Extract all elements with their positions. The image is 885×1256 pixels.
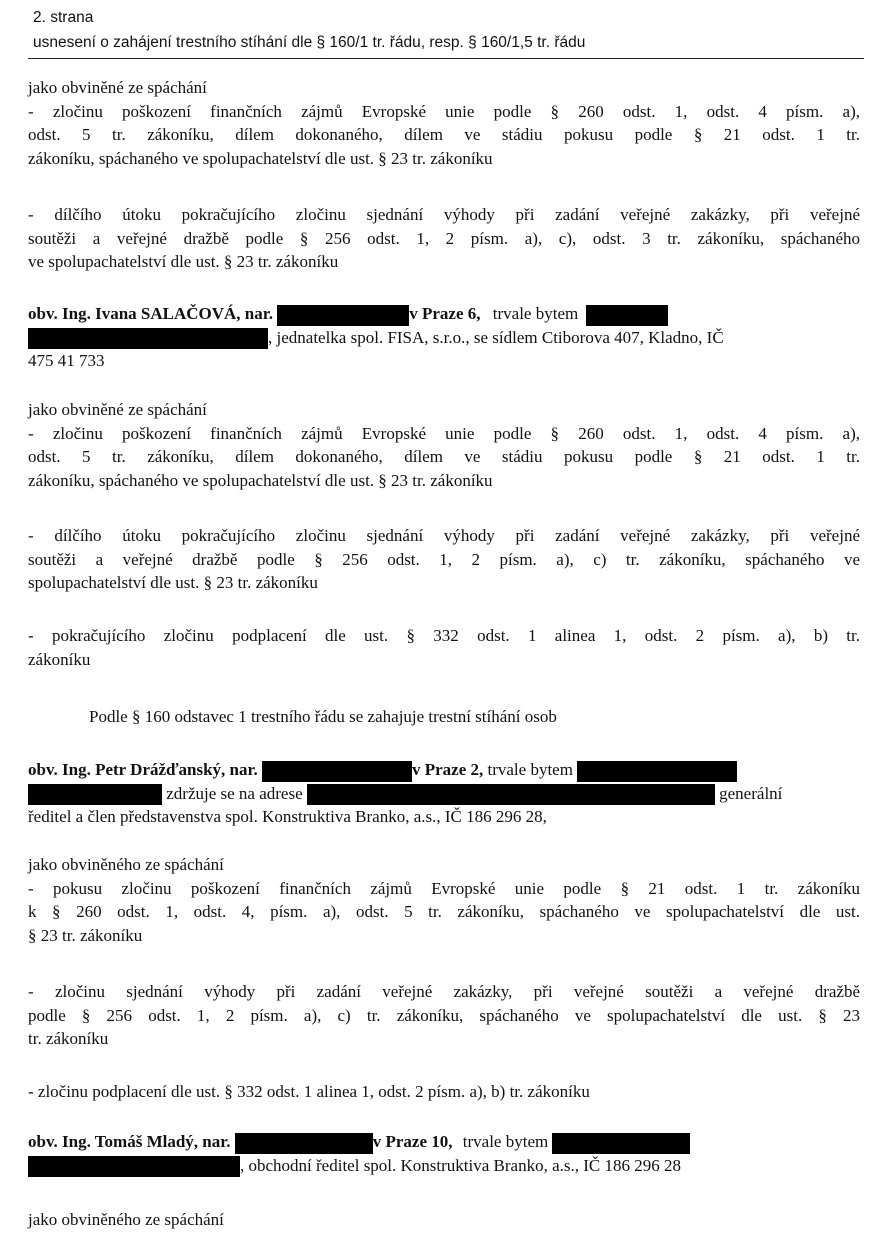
redaction-bar	[552, 1133, 690, 1154]
birthplace: v Praze 10,	[372, 1132, 453, 1151]
redaction-bar	[28, 328, 268, 349]
charge-line: - zločinu podplacení dle ust. § 332 odst. 1 alinea 1, odst. 2 písm. a), b) tr. zákoníku	[28, 1082, 590, 1101]
suspect-role: generální	[719, 783, 783, 803]
charge-line: spolupachatelství dle ust. § 23 tr. zákoníku	[28, 573, 318, 592]
charges-intro: jako obviněné ze spáchání	[28, 400, 207, 419]
residence-label: trvale bytem	[487, 760, 573, 779]
suspect-drazdansky	[28, 758, 860, 829]
charge-line: § 23 tr. zákoníku	[28, 925, 143, 945]
charges-block-10	[28, 1208, 860, 1232]
charges-block-9	[28, 1080, 860, 1104]
page-number: 2. strana	[33, 9, 94, 26]
prosecution-statement	[89, 705, 557, 729]
header-rule	[28, 58, 864, 59]
charges-block-7	[28, 853, 860, 947]
birthplace: v Praze 6,	[409, 304, 481, 323]
birthplace: v Praze 2,	[411, 760, 484, 779]
suspect-role: ředitel a člen představenstva spol. Konstruktiva Branko, a.s., IČ 186 296 28,	[28, 807, 547, 827]
redaction-bar	[235, 1133, 373, 1154]
suspect-name: obv. Ing. Petr Drážďanský, nar.	[28, 760, 258, 779]
redaction-bar	[577, 761, 737, 782]
charge-line: - zločinu poškození finančních zájmů Evropské unie podle § 260 odst. 1, odst. 4 písm. a),	[28, 423, 860, 443]
stay-label: zdržuje se na adrese	[166, 783, 303, 803]
redaction-bar	[262, 761, 412, 782]
charge-line: k § 260 odst. 1, odst. 4, písm. a), odst. 5 tr. zákoníku, spáchaného ve spolupachatelství dle ust.	[28, 902, 860, 921]
charges-block-4	[28, 524, 860, 595]
charge-line: soutěži a veřejné dražbě podle § 256 odst. 1, 2 písm. a), c) tr. zákoníku, spáchaného ve	[28, 549, 860, 569]
charge-line: - dílčího útoku pokračujícího zločinu sjednání výhody při zadání veřejné zakázky, při veřejné	[28, 526, 860, 545]
charge-line: zákoníku, spáchaného ve spolupachatelství dle ust. § 23 tr. zákoníku	[28, 470, 493, 490]
charges-block-5	[28, 624, 860, 671]
charge-line: - zločinu sjednání výhody při zadání veřejné zakázky, při veřejné soutěži a veřejné dražbě	[28, 982, 860, 1001]
charge-line: zákoníku	[28, 649, 91, 669]
charge-line: zákoníku, spáchaného ve spolupachatelství dle ust. § 23 tr. zákoníku	[28, 148, 493, 168]
suspect-mlady	[28, 1130, 860, 1177]
charge-line: - pokusu zločinu poškození finančních zájmů Evropské unie podle § 21 odst. 1 tr. zákoníku	[28, 878, 860, 898]
charge-line: - pokračujícího zločinu podplacení dle ust. § 332 odst. 1 alinea 1, odst. 2 písm. a), b) tr.	[28, 626, 860, 645]
redaction-bar	[307, 784, 715, 805]
charges-intro: jako obviněné ze spáchání	[28, 78, 207, 97]
suspect-name: obv. Ing. Ivana SALAČOVÁ, nar.	[28, 304, 273, 323]
charges-intro: jako obviněného ze spáchání	[28, 855, 224, 874]
statement-text: Podle § 160 odstavec 1 trestního řádu se zahajuje trestní stíhání osob	[89, 707, 557, 726]
redaction-bar	[586, 305, 668, 326]
redaction-bar	[28, 1156, 240, 1177]
charges-block-8	[28, 980, 860, 1051]
charges-block-1	[28, 76, 860, 170]
charge-line: - dílčího útoku pokračujícího zločinu sjednání výhody při zadání veřejné zakázky, při veřejné	[28, 205, 860, 224]
charge-line: podle § 256 odst. 1, 2 písm. a), c) tr. zákoníku, spáchaného ve spolupachatelství dle ust. § 23	[28, 1005, 860, 1025]
charge-line: odst. 5 tr. zákoníku, dílem dokonaného, dílem ve stádiu pokusu podle § 21 odst. 1 tr.	[28, 125, 860, 144]
redaction-bar	[277, 305, 409, 326]
suspect-salacova	[28, 302, 860, 373]
suspect-role: , obchodní ředitel spol. Konstruktiva Branko, a.s., IČ 186 296 28	[240, 1155, 682, 1175]
company-id: 475 41 733	[28, 351, 105, 371]
residence-label: trvale bytem	[462, 1132, 549, 1151]
charge-line: ve spolupachatelství dle ust. § 23 tr. zákoníku	[28, 252, 339, 271]
charges-block-3	[28, 398, 860, 492]
charge-line: odst. 5 tr. zákoníku, dílem dokonaného, dílem ve stádiu pokusu podle § 21 odst. 1 tr.	[28, 447, 860, 466]
redaction-bar	[28, 784, 162, 805]
charges-intro: jako obviněného ze spáchání	[28, 1210, 224, 1229]
residence-label: trvale bytem	[492, 304, 579, 323]
charge-line: tr. zákoníku	[28, 1029, 109, 1048]
suspect-role: , jednatelka spol. FISA, s.r.o., se sídlem Ctiborova 407, Kladno, IČ	[268, 327, 724, 347]
document-title: usnesení o zahájení trestního stíhání dle § 160/1 tr. řádu, resp. § 160/1,5 tr. řádu	[33, 34, 586, 51]
charge-line: - zločinu poškození finančních zájmů Evropské unie podle § 260 odst. 1, odst. 4 písm. a),	[28, 101, 860, 121]
charge-line: soutěži a veřejné dražbě podle § 256 odst. 1, 2 písm. a), c), odst. 3 tr. zákoníku, spáchaného	[28, 228, 860, 248]
charges-block-2	[28, 203, 860, 274]
suspect-name: obv. Ing. Tomáš Mladý, nar.	[28, 1132, 231, 1151]
